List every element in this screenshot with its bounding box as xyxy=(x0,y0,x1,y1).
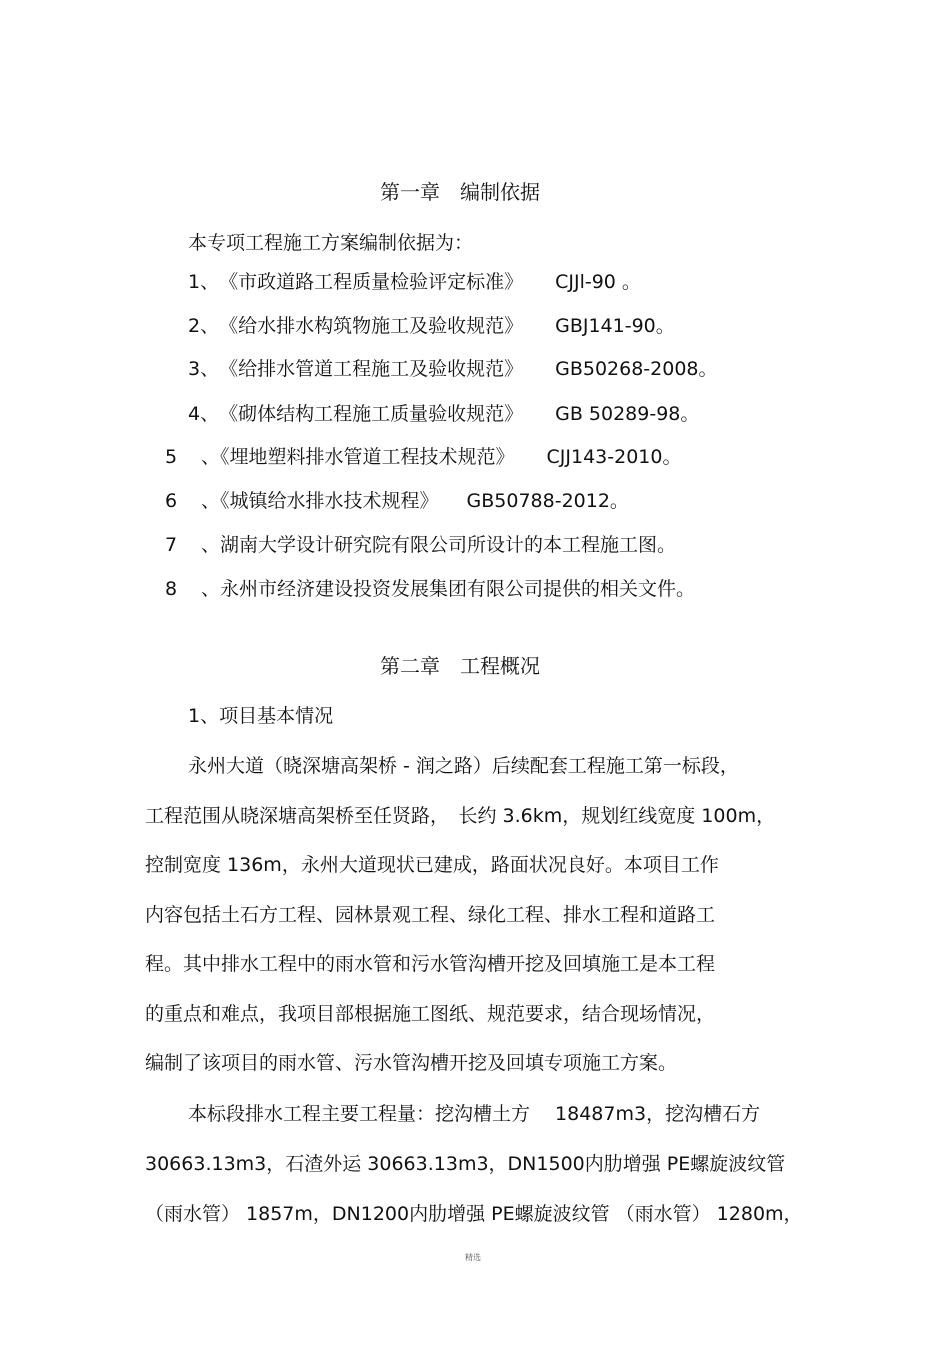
paragraph-line: 工程范围从晓深塘高架桥至任贤路， 长约 3.6km，规划红线宽度 100m， xyxy=(145,805,776,827)
paragraph-line: 永州大道（晓深塘高架桥 - 润之路）后续配套工程施工第一标段， xyxy=(188,755,739,777)
paragraph-line: 程。其中排水工程中的雨水管和污水管沟槽开挖及回填施工是本工程 xyxy=(145,953,716,975)
paragraph-line: （雨水管） 1857m，DN1200内肋增强 PE螺旋波纹管 （雨水管） 1280m， xyxy=(145,1203,803,1225)
list-item-title: 、湖南大学设计研究院有限公司所设计的本工程施工图。 xyxy=(201,534,677,556)
list-item-title: 、永州市经济建设投资发展集团有限公司提供的相关文件。 xyxy=(201,578,696,600)
list-item xyxy=(188,357,718,381)
list-item-number: 4、 xyxy=(188,403,220,425)
list-item-title: 《市政道路工程质量检验评定标准》 xyxy=(219,271,524,293)
list-item-code: GBJ141-90。 xyxy=(555,315,675,337)
list-item-code: GB50268-2008。 xyxy=(555,358,718,380)
list-item-title: 、《埋地塑料排水管道工程技术规范》 xyxy=(201,446,515,468)
list-item-number: 7 xyxy=(165,534,178,556)
paragraph-line: 本标段排水工程主要工程量：挖沟槽土方 18487m3，挖沟槽石方 xyxy=(188,1103,761,1125)
list-item-title: 《给排水管道工程施工及验收规范》 xyxy=(219,358,524,380)
list-item xyxy=(165,445,681,469)
list-item xyxy=(165,533,676,557)
list-item-code: GB50788-2012。 xyxy=(466,490,629,512)
list-item-number: 2、 xyxy=(188,315,220,337)
list-item-title: 《给水排水构筑物施工及验收规范》 xyxy=(219,315,524,337)
list-item xyxy=(188,314,675,338)
list-item-number: 5 xyxy=(165,446,178,468)
chapter2-subtitle: 1、项目基本情况 xyxy=(188,705,334,727)
list-item-title: 《砌体结构工程施工质量验收规范》 xyxy=(219,403,524,425)
list-item-number: 1、 xyxy=(188,271,220,293)
list-item xyxy=(165,489,629,513)
list-item-code: GB 50289-98。 xyxy=(555,403,700,425)
list-item-number: 6 xyxy=(165,490,178,512)
list-item-code: CJJl-90 。 xyxy=(555,271,641,293)
paragraph-line: 30663.13m3，石渣外运 30663.13m3，DN1500内肋增强 PE螺旋波纹管 xyxy=(145,1153,786,1175)
paragraph-line: 的重点和难点，我项目部根据施工图纸、规范要求，结合现场情况， xyxy=(145,1003,716,1025)
page-footer-label: 精选 xyxy=(465,1253,481,1262)
chapter1-title: 第一章 编制依据 xyxy=(380,180,540,204)
paragraph-line: 编制了该项目的雨水管、污水管沟槽开挖及回填专项施工方案。 xyxy=(145,1052,678,1074)
paragraph-line: 控制宽度 136m，永州大道现状已建成，路面状况良好。本项目工作 xyxy=(145,854,719,876)
list-item-number: 3、 xyxy=(188,358,220,380)
list-item xyxy=(165,577,695,601)
paragraph-line: 内容包括土石方工程、园林景观工程、绿化工程、排水工程和道路工 xyxy=(145,904,716,926)
list-item-code: CJJ143-2010。 xyxy=(546,446,682,468)
chapter2-title: 第二章 工程概况 xyxy=(380,654,540,678)
list-item-title: 、《城镇给水排水技术规程》 xyxy=(201,490,439,512)
chapter1-intro: 本专项工程施工方案编制依据为： xyxy=(188,232,474,254)
list-item xyxy=(188,270,641,294)
list-item xyxy=(188,402,699,426)
list-item-number: 8 xyxy=(165,578,178,600)
